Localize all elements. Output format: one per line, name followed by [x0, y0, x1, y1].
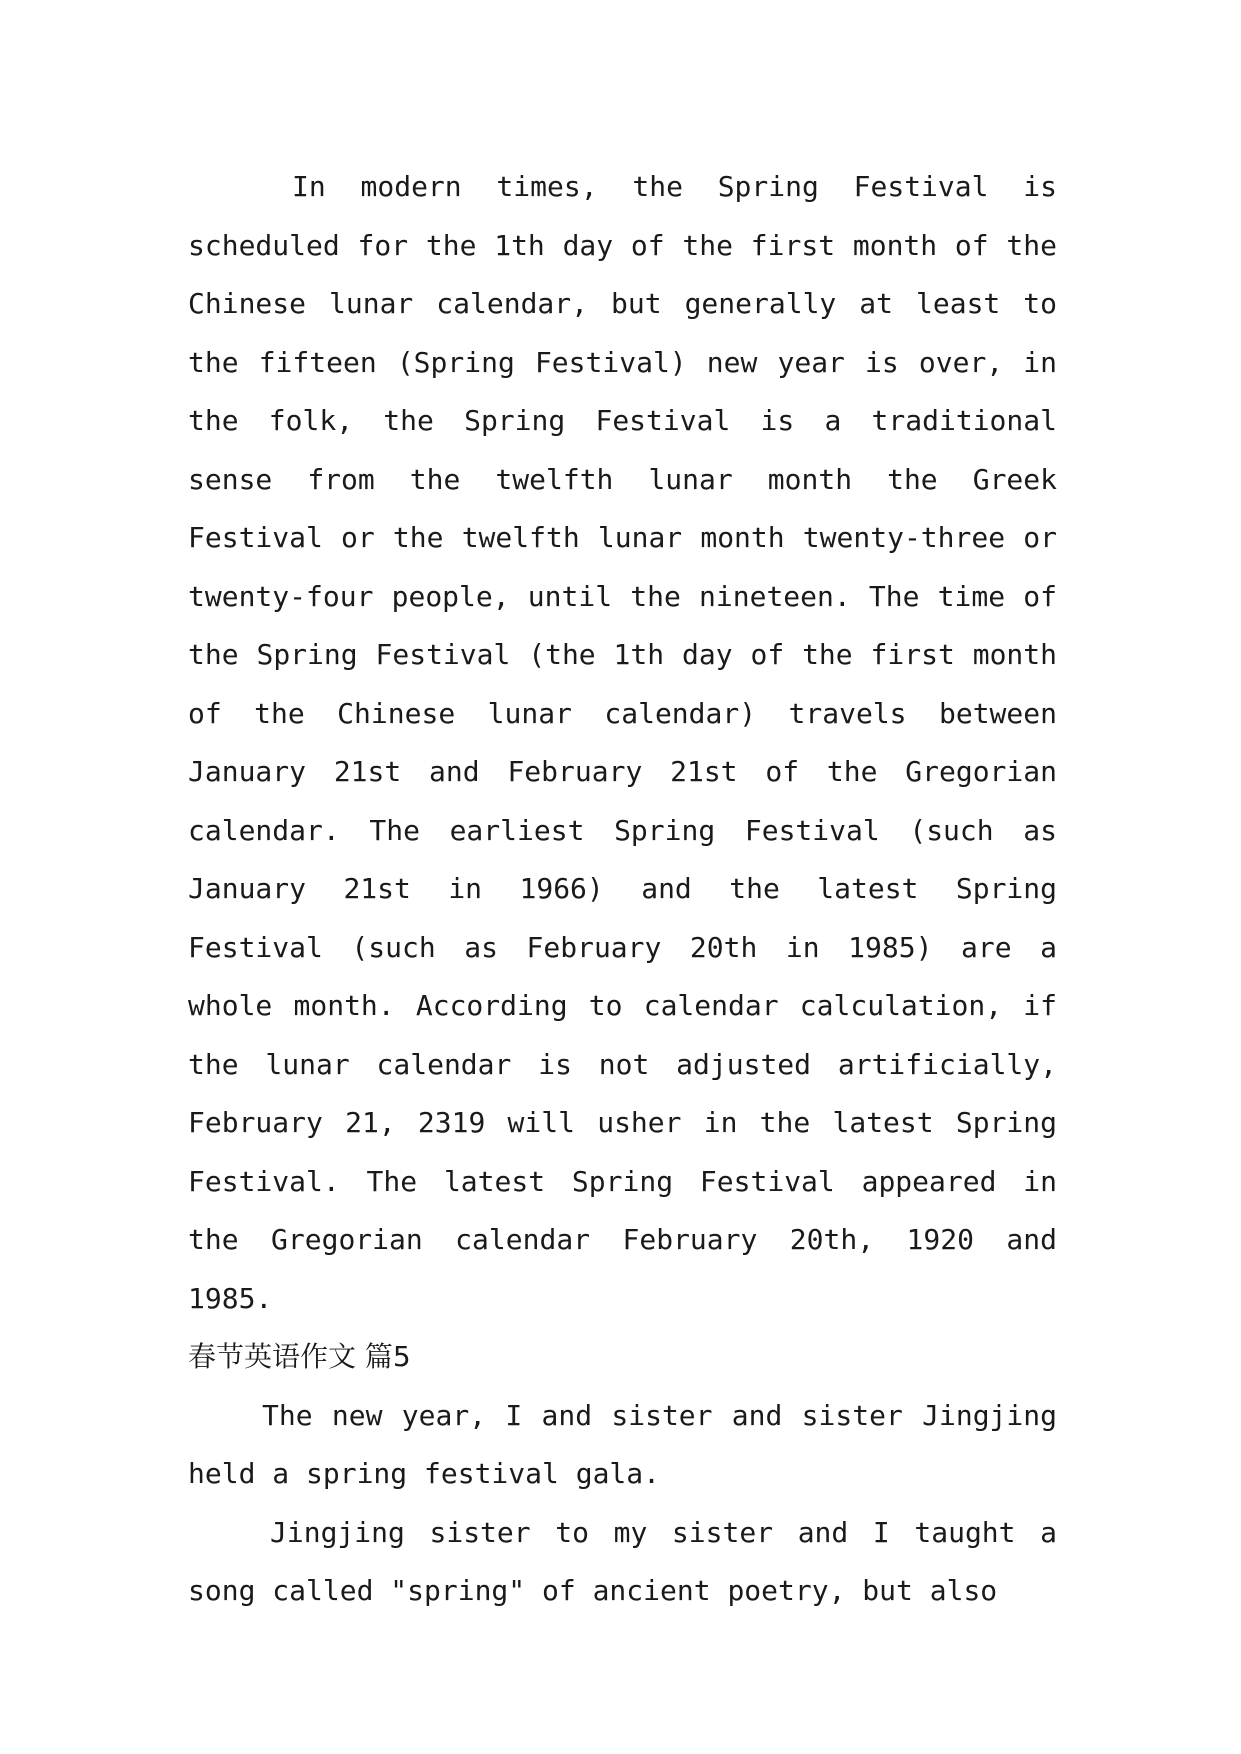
- paragraph-ancient-poetry: Jingjing sister to my sister and I taught a song called "spring" of ancient poetry, but also: [188, 1515, 1057, 1607]
- section-heading: 春节英语作文 篇5: [188, 1340, 411, 1373]
- paragraph-spring-festival-gala: The new year, I and sister and sister Jingjing held a spring festival gala.: [188, 1398, 1057, 1490]
- document-body: [188, 158, 1057, 1621]
- paragraph-spring-festival-dates: In modern times, the Spring Festival is scheduled for the 1th day of the first month of the Chinese lunar calendar, but generally at least to the fifteen (Spring Festival) new year is over, in the folk, the Spring Festival is a traditional sense from the twelfth lunar month the Greek Festival or the twelfth lunar month twenty-three or twenty-four people, until the nineteen. The time of the Spring Festival (the 1th day of the first month of the Chinese lunar calendar) travels between January 21st and February 21st of the Gregorian calendar. The earliest Spring Festival (such as January 21st in 1966) and the latest Spring Festival (such as February 20th in 1985) are a whole month. According to calendar calculation, if the lunar calendar is not adjusted artificially, February 21, 2319 will usher in the latest Spring Festival. The latest Spring Festival appeared in the Gregorian calendar February 20th, 1920 and 1985.: [188, 170, 1057, 1315]
